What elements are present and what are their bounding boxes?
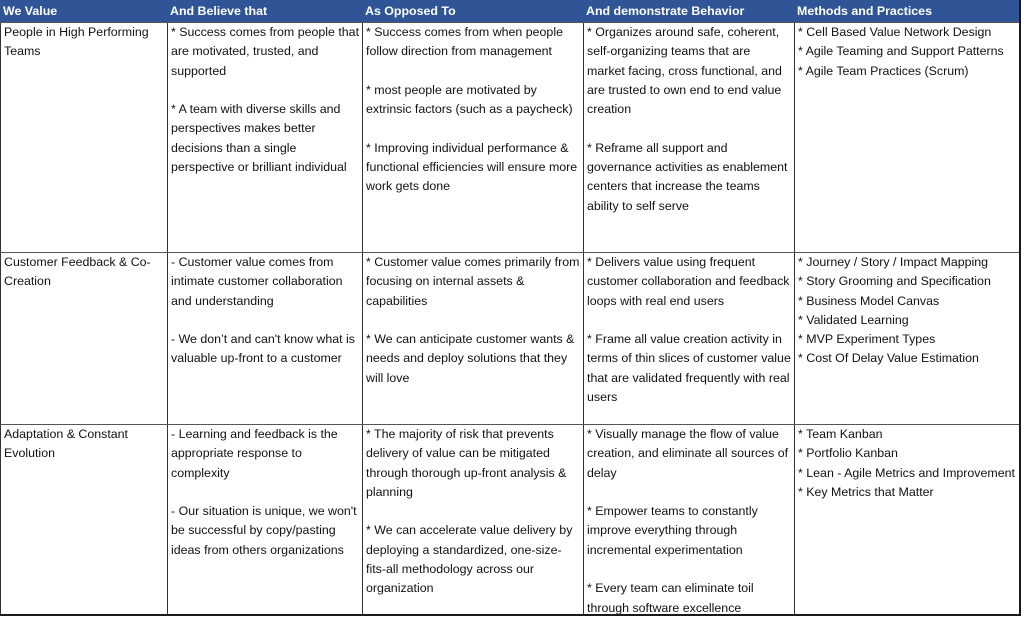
opposed-item: * Customer value comes primarily from focusing on internal assets & capabilities <box>366 255 580 308</box>
method-item: * Team Kanban <box>798 427 883 441</box>
behavior-cell <box>583 425 794 615</box>
method-item: * Business Model Canvas <box>798 293 940 308</box>
header-row <box>0 0 1019 22</box>
behavior-item: * Organizes around safe, coherent, self-organizing teams that are market facing, cross functional, and are trusted to own end to end value creation <box>587 25 782 117</box>
method-item: * Cell Based Value Network Design <box>798 25 992 39</box>
value-cell: People in High Performing Teams <box>0 23 167 253</box>
behavior-item: * Empower teams to constantly improve everything through incremental experimentation <box>587 504 758 557</box>
opposed-cell <box>362 23 583 253</box>
behavior-cell <box>583 23 794 253</box>
opposed-cell <box>362 253 583 425</box>
believe-cell <box>167 23 362 253</box>
opposed-cell <box>362 425 583 615</box>
method-item: * Agile Teaming and Support Patterns <box>798 44 1004 59</box>
value-cell: Customer Feedback & Co-Creation <box>0 253 167 425</box>
opposed-item: * We can accelerate value delivery by deploying a standardized, one-size-fits-all methodology across our organization <box>366 523 573 596</box>
opposed-item: * The majority of risk that prevents delivery of value can be mitigated through thorough up-front analysis & planning <box>366 427 567 499</box>
method-item: * Story Grooming and Specification <box>798 274 991 289</box>
believe-item: - We don’t and can't know what is valuable up-front to a customer <box>171 332 355 366</box>
methods-cell <box>794 253 1019 425</box>
behavior-item: * Visually manage the flow of value creation, and eliminate all sources of delay <box>587 427 789 480</box>
opposed-item: * Improving individual performance & functional efficiencies will ensure more work gets done <box>366 140 578 194</box>
believe-cell <box>167 425 362 615</box>
method-item: * Agile Team Practices (Scrum) <box>798 63 969 78</box>
method-item: * Validated Learning <box>798 312 909 327</box>
method-item: * Journey / Story / Impact Mapping <box>798 255 989 269</box>
opposed-item: * We can anticipate customer wants & needs and deploy solutions that they will love <box>366 332 575 385</box>
opposed-item: * most people are motivated by extrinsic factors (such as a paycheck) <box>366 82 573 117</box>
table-row <box>0 22 1019 253</box>
method-item: * Cost Of Delay Value Estimation <box>798 351 979 366</box>
header-methods-practices: Methods and Practices <box>797 4 932 18</box>
table-row <box>0 424 1019 615</box>
methods-cell <box>794 23 1019 253</box>
believe-cell <box>167 253 362 425</box>
method-item: * Key Metrics that Matter <box>798 484 934 499</box>
believe-item: * A team with diverse skills and perspectives makes better decisions than a single perspective or brilliant individual <box>171 102 347 175</box>
header-we-value: We Value <box>3 4 58 18</box>
opposed-item: * Success comes from when people follow direction from management <box>366 25 563 59</box>
methods-cell <box>794 425 1019 615</box>
behavior-item: * Every team can eliminate toil through software excellence <box>587 581 754 615</box>
header-demonstrate-behavior: And demonstrate Behavior <box>586 4 745 18</box>
method-item: * MVP Experiment Types <box>798 332 936 347</box>
behavior-item: * Reframe all support and governance activities as enablement centers that increase the teams ability to self serve <box>587 140 788 213</box>
believe-item: - Customer value comes from intimate customer collaboration and understanding <box>171 255 343 308</box>
method-item: * Lean - Agile Metrics and Improvement <box>798 465 1015 480</box>
believe-item: - Learning and feedback is the appropriate response to complexity <box>171 427 338 480</box>
believe-item: * Success comes from people that are motivated, trusted, and supported <box>171 25 360 78</box>
table-row <box>0 252 1019 425</box>
behavior-cell <box>583 253 794 425</box>
behavior-item: * Frame all value creation activity in terms of thin slices of customer value that are validated frequently with real users <box>587 332 791 405</box>
behavior-item: * Delivers value using frequent customer collaboration and feedback loops with real end users <box>587 255 790 308</box>
believe-item: - Our situation is unique, we won't be successful by copy/pasting ideas from others organizations <box>171 504 357 557</box>
value-cell: Adaptation & Constant Evolution <box>0 425 167 615</box>
method-item: * Portfolio Kanban <box>798 446 898 461</box>
header-as-opposed-to: As Opposed To <box>365 4 456 18</box>
header-and-believe-that: And Believe that <box>170 4 268 18</box>
